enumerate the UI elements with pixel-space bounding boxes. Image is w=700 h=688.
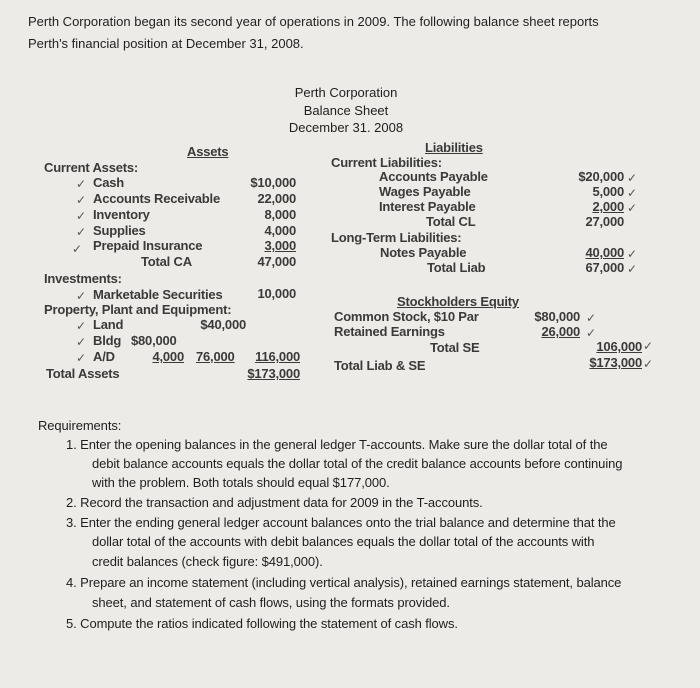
asset-value: 8,000	[264, 207, 296, 222]
requirement-line: with the problem. Both totals should equal $177,000.	[92, 475, 390, 490]
check-icon: ✓	[627, 262, 637, 276]
asset-value: $10,000	[250, 175, 296, 190]
asset-value: 3,000	[264, 238, 296, 253]
total-se-value: 106,000	[596, 339, 642, 354]
company-name: Perth Corporation	[294, 85, 398, 100]
requirement-line: 4. Prepare an income statement (including vertical analysis), retained earnings statement, balance	[66, 575, 622, 590]
check-icon: ✓	[627, 186, 637, 200]
requirement-line: 3. Enter the ending general ledger account balances onto the trial balance and determine that the	[66, 515, 616, 530]
check-icon: ✓	[76, 177, 86, 191]
total-assets-value: $173,000	[247, 366, 300, 381]
requirement-line: debit balance accounts equals the dollar total of the credit balance accounts before continuing	[92, 456, 623, 471]
securities-value: 10,000	[257, 286, 296, 301]
current-liabilities-heading: Current Liabilities:	[331, 155, 442, 170]
check-icon: ✓	[76, 319, 86, 333]
total-liab-se-label: Total Liab & SE	[334, 358, 426, 373]
total-ca-label: Total CA	[141, 254, 192, 269]
current-assets-heading: Current Assets:	[44, 160, 139, 175]
check-icon: ✓	[586, 311, 596, 325]
asset-value: 4,000	[264, 223, 296, 238]
liabilities-heading: Liabilities	[425, 140, 483, 155]
equity-heading: Stockholders Equity	[397, 294, 519, 309]
total-liab-label: Total Liab	[427, 260, 486, 275]
check-icon: ✓	[76, 335, 86, 349]
check-icon: ✓	[76, 289, 86, 303]
check-icon: ✓	[76, 225, 86, 239]
liability-value: 5,000	[592, 184, 624, 199]
requirements-heading: Requirements:	[38, 418, 122, 433]
statement-title: Balance Sheet	[303, 103, 389, 118]
requirement-line: 5. Compute the ratios indicated following the statement of cash flows.	[66, 616, 458, 631]
asset-label: Prepaid Insurance	[93, 238, 203, 253]
intro-line-1: Perth Corporation began its second year of operations in 2009. The following balance sheet reports	[28, 14, 599, 29]
check-icon: ✓	[76, 209, 86, 223]
common-stock-label: Common Stock, $10 Par	[334, 309, 479, 324]
net-bldg-value: 76,000	[196, 349, 235, 364]
requirement-line: dollar total of the accounts with debit balances equals the dollar total of the accounts with	[92, 534, 595, 549]
liability-label: Wages Payable	[379, 184, 471, 199]
ad-value: 4,000	[152, 349, 184, 364]
notes-payable-value: 40,000	[585, 245, 624, 260]
total-liab-se-value: $173,000	[589, 355, 642, 370]
check-icon: ✓	[586, 326, 596, 340]
securities-label: Marketable Securities	[93, 287, 223, 302]
total-cl-label: Total CL	[426, 214, 476, 229]
check-icon: ✓	[76, 351, 86, 365]
total-cl-value: 27,000	[585, 214, 624, 229]
total-liab-value: 67,000	[585, 260, 624, 275]
check-icon: ✓	[76, 193, 86, 207]
requirement-line: sheet, and statement of cash flows, using the formats provided.	[92, 595, 450, 610]
requirement-line: 1. Enter the opening balances in the general ledger T-accounts. Make sure the dollar total of the	[66, 437, 608, 452]
asset-label: Supplies	[93, 223, 146, 238]
asset-label: Accounts Receivable	[93, 191, 220, 206]
check-icon: ✓	[643, 339, 653, 353]
bldg-label: Bldg	[93, 333, 122, 348]
check-icon: ✓	[627, 171, 637, 185]
liability-label: Accounts Payable	[379, 169, 488, 184]
total-ppe-value: 116,000	[255, 349, 300, 364]
check-icon: ✓	[643, 357, 653, 371]
retained-earnings-label: Retained Earnings	[334, 324, 445, 339]
check-icon: ✓	[627, 201, 637, 215]
notes-payable-label: Notes Payable	[380, 245, 467, 260]
liability-label: Interest Payable	[379, 199, 476, 214]
land-value: $40,000	[200, 317, 246, 332]
intro-line-2: Perth's financial position at December 31, 2008.	[28, 36, 304, 51]
land-label: Land	[93, 317, 124, 332]
assets-heading: Assets	[187, 144, 229, 159]
total-assets-label: Total Assets	[46, 366, 120, 381]
ad-label: A/D	[93, 349, 115, 364]
asset-label: Inventory	[93, 207, 150, 222]
investments-heading: Investments:	[44, 271, 122, 286]
liability-value: $20,000	[578, 169, 624, 184]
total-ca-value: 47,000	[257, 254, 296, 269]
total-se-label: Total SE	[430, 340, 480, 355]
statement-date: December 31. 2008	[288, 120, 404, 135]
asset-value: 22,000	[257, 191, 296, 206]
long-term-liabilities-heading: Long-Term Liabilities:	[331, 230, 462, 245]
requirement-line: credit balances (check figure: $491,000).	[92, 554, 323, 569]
check-icon: ✓	[72, 242, 82, 256]
retained-earnings-value: 26,000	[541, 324, 580, 339]
bldg-value: $80,000	[131, 333, 177, 348]
liability-value: 2,000	[592, 199, 624, 214]
check-icon: ✓	[627, 247, 637, 261]
requirement-line: 2. Record the transaction and adjustment data for 2009 in the T-accounts.	[66, 495, 483, 510]
ppe-heading: Property, Plant and Equipment:	[44, 302, 232, 317]
common-stock-value: $80,000	[534, 309, 580, 324]
asset-label: Cash	[93, 175, 124, 190]
